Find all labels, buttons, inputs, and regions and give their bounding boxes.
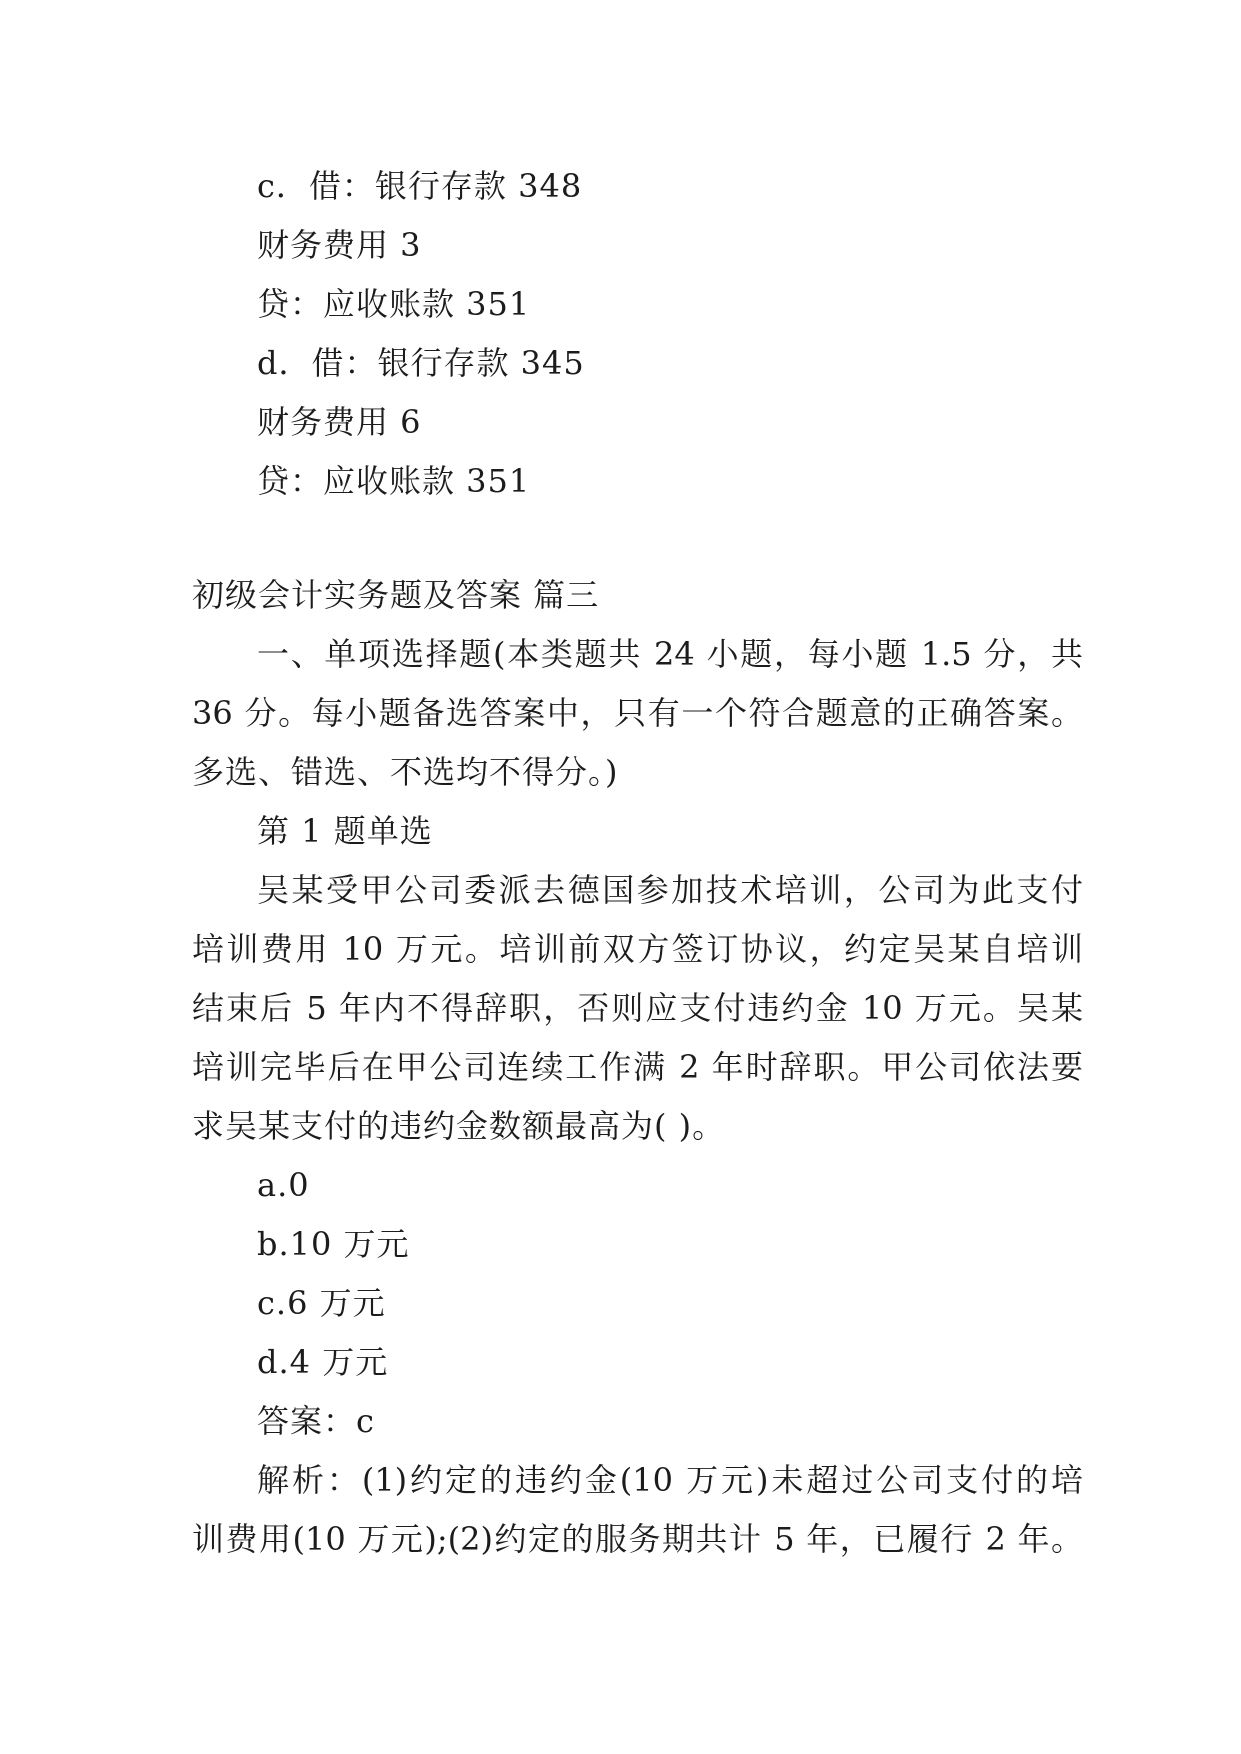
analysis-paragraph [192, 1451, 1083, 1569]
instructions-paragraph [192, 625, 1083, 802]
question-number: 第 1 题单选 [257, 812, 433, 850]
instructions-line: 一、单项选择题(本类题共 24 小题，每小题 1.5 分，共 [257, 635, 1083, 673]
option-c: c.6 万元 [257, 1284, 386, 1322]
question-stem-line: 吴某受甲公司委派去德国参加技术培训，公司为此支付 [257, 871, 1083, 909]
analysis-line: 训费用(10 万元);(2)约定的服务期共计 5 年，已履行 2 年。 [192, 1520, 1083, 1558]
answer-options [192, 1156, 1083, 1392]
journal-entry-line: d．借：银行存款 345 [257, 344, 585, 382]
instructions-line: 多选、错选、不选均不得分。) [192, 753, 619, 791]
option-d: d.4 万元 [257, 1343, 389, 1381]
journal-entry-line: 贷：应收账款 351 [257, 285, 531, 323]
journal-entry-line: 财务费用 6 [257, 403, 422, 441]
journal-entry-line: 贷：应收账款 351 [257, 462, 531, 500]
option-b: b.10 万元 [257, 1225, 410, 1263]
section-heading: 初级会计实务题及答案 篇三 [192, 576, 600, 614]
question-stem-line: 培训费用 10 万元。培训前双方签订协议，约定吴某自培训 [192, 930, 1083, 968]
question-stem-line: 求吴某支付的违约金数额最高为( )。 [192, 1107, 726, 1145]
question-stem-line: 结束后 5 年内不得辞职，否则应支付违约金 10 万元。吴某 [192, 989, 1083, 1027]
question-stem-line: 培训完毕后在甲公司连续工作满 2 年时辞职。甲公司依法要 [192, 1048, 1083, 1086]
journal-entries [192, 157, 1083, 511]
answer-line: 答案：c [257, 1402, 375, 1440]
instructions-line: 36 分。每小题备选答案中，只有一个符合题意的正确答案。 [192, 694, 1083, 732]
option-a: a.0 [257, 1166, 310, 1204]
journal-entry-line: 财务费用 3 [257, 226, 422, 264]
question-stem [192, 861, 1083, 1156]
analysis-line: 解析：(1)约定的违约金(10 万元)未超过公司支付的培 [257, 1461, 1083, 1499]
journal-entry-line: c．借：银行存款 348 [257, 167, 583, 205]
